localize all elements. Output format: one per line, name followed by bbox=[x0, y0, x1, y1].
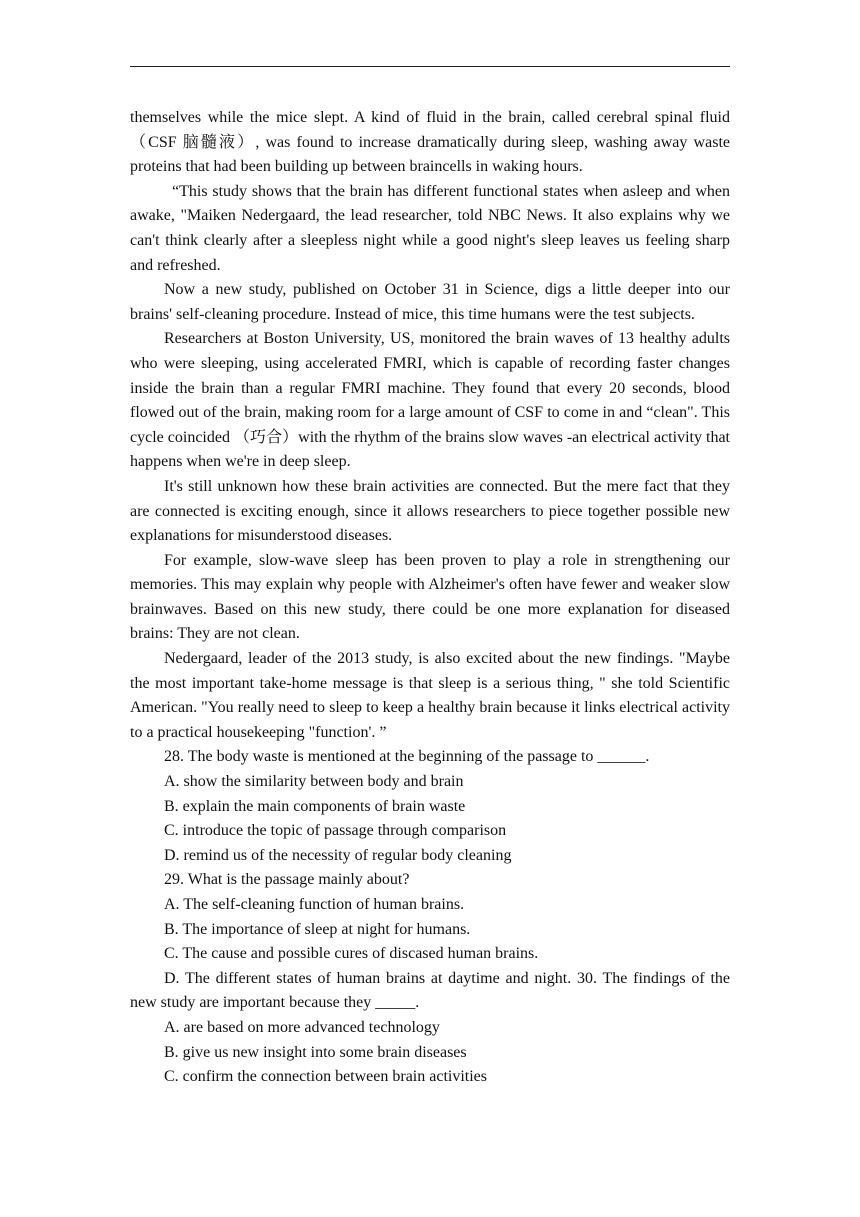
passage-paragraph-2: “This study shows that the brain has different functional states when asleep and when awake, "Maiken Nedergaard, the lead researcher, told NBC News. It also explains why we can't think clearly after a sleepless night while a good night's sleep leaves us feeling sharp and refreshed. bbox=[130, 182, 730, 274]
question-29-option-d-and-30-stem: D. The different states of human brains at daytime and night. 30. The findings of the new study are important because they _____. bbox=[130, 969, 730, 1012]
question-30-option-b: B. give us new insight into some brain diseases bbox=[164, 1043, 467, 1061]
passage-paragraph-1: themselves while the mice slept. A kind of fluid in the brain, called cerebral spinal fluid（CSF 脑髓液）, was found to increase dramatically during sleep, washing away waste proteins that had been building up between braincells in waking hours. bbox=[130, 109, 730, 176]
question-28-option-b: B. explain the main components of brain waste bbox=[164, 797, 466, 815]
question-28-option-a: A. show the similarity between body and brain bbox=[164, 773, 464, 791]
page-content bbox=[130, 106, 730, 1090]
question-29-stem: 29. What is the passage mainly about? bbox=[164, 871, 410, 889]
header-rule bbox=[130, 66, 730, 67]
question-30-option-a: A. are based on more advanced technology bbox=[164, 1018, 440, 1036]
question-29-option-c: C. The cause and possible cures of discased human brains. bbox=[164, 945, 539, 963]
question-29-option-a: A. The self-cleaning function of human brains. bbox=[164, 896, 465, 913]
question-28-option-c: C. introduce the topic of passage through comparison bbox=[164, 822, 507, 840]
passage-paragraph-6: For example, slow-wave sleep has been proven to play a role in strengthening our memories. This may explain why people with Alzheimer's often have fewer and weaker slow brainwaves. Based on this new study, there could be one more explanation for diseased brains: They are not clean. bbox=[130, 551, 730, 643]
question-28-option-d: D. remind us of the necessity of regular body cleaning bbox=[164, 846, 512, 864]
question-30-option-c: C. confirm the connection between brain activities bbox=[164, 1068, 487, 1086]
passage-paragraph-4: Researchers at Boston University, US, monitored the brain waves of 13 healthy adults who were sleeping, using accelerated FMRI, which is capable of recording faster changes inside the brain than a regular FMRI machine. They found that every 20 seconds, blood flowed out of the brain, making room for a large amount of CSF to come in and “clean". This cycle coincided （巧合）with the rhythm of the brains slow waves -an electrical activity that happens when we're in deep sleep. bbox=[130, 330, 730, 471]
passage-paragraph-3: Now a new study, published on October 31 in Science, digs a little deeper into our brains' self-cleaning procedure. Instead of mice, this time humans were the test subjects. bbox=[130, 281, 730, 323]
passage-paragraph-5: It's still unknown how these brain activities are connected. But the mere fact that they are connected is exciting enough, since it allows researchers to piece together possible new explanations for misunderstood diseases. bbox=[130, 477, 730, 545]
question-29-option-b: B. The importance of sleep at night for humans. bbox=[164, 920, 471, 938]
passage-paragraph-7: Nedergaard, leader of the 2013 study, is also excited about the new findings. "Maybe the most important take-home message is that sleep is a serious thing, " she told Scientific American. "You really need to sleep to keep a healthy brain because it links electrical activity to a practical housekeeping "function'. ” bbox=[130, 650, 730, 741]
question-28-stem: 28. The body waste is mentioned at the beginning of the passage to ______. bbox=[164, 748, 650, 766]
